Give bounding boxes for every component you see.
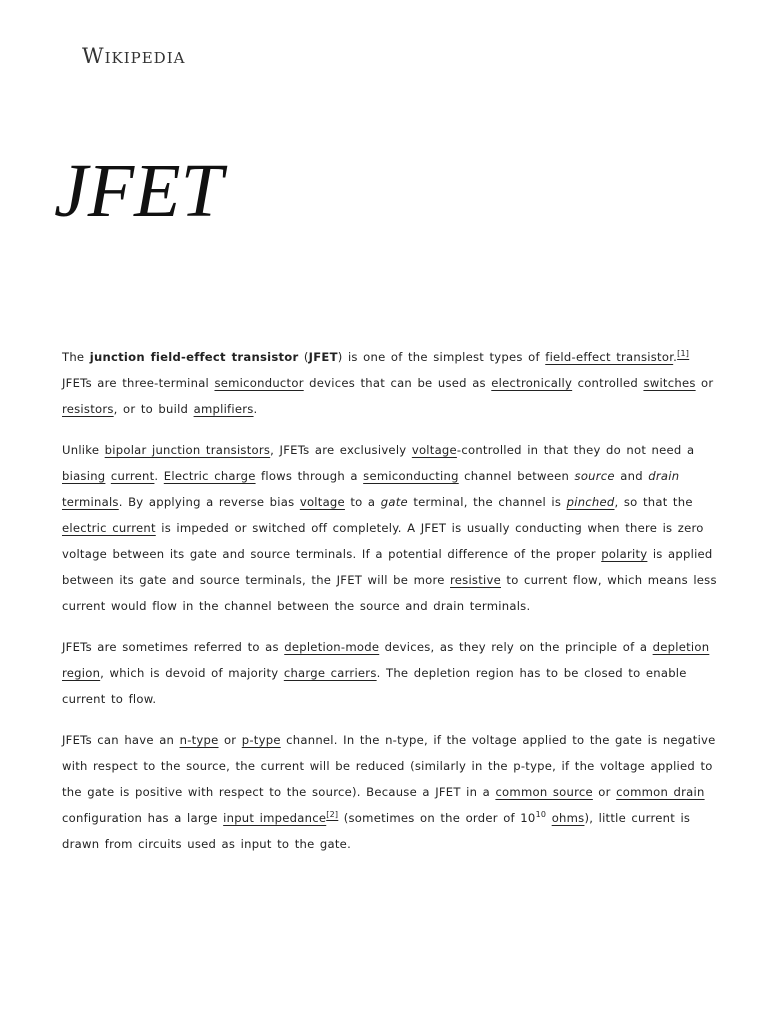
text: channel between — [458, 469, 575, 483]
article-link[interactable]: field-effect transistor — [545, 350, 674, 364]
text: -controlled in that they do not need a — [456, 443, 695, 457]
text: is applied between its gate and source terminals, the JFET will be more — [62, 547, 713, 587]
article-link[interactable]: polarity — [601, 547, 648, 561]
wikipedia-logo[interactable]: Wikipedia — [82, 44, 186, 68]
article-link[interactable]: p-type — [241, 733, 281, 747]
text: . — [673, 350, 678, 364]
citation — [326, 810, 338, 819]
text: JFETs can have an — [62, 733, 180, 747]
article-link[interactable]: semiconductor — [214, 376, 304, 390]
article-link[interactable]: electric current — [62, 521, 156, 535]
text: , JFETs are exclusively — [270, 443, 412, 457]
text: ( — [298, 350, 309, 364]
article-link[interactable]: charge carriers — [283, 666, 377, 680]
article-link[interactable]: bipolar junction transistors — [104, 443, 271, 457]
article-link[interactable]: resistive — [450, 573, 501, 587]
paragraph — [62, 344, 722, 422]
article-link[interactable]: input impedance — [223, 811, 327, 825]
article-link[interactable]: semiconducting — [363, 469, 459, 483]
text: is impeded or switched off completely. A JFET is usually conducting when there is zero voltage between its gate and source terminals. If a potential difference of the proper — [62, 521, 704, 561]
article-link[interactable]: depletion-mode — [284, 640, 380, 654]
text: ) is one of the simplest types of — [337, 350, 546, 364]
italic-term: gate — [380, 495, 408, 509]
text: . The depletion region has to be closed to enable current to flow. — [62, 666, 687, 706]
text: devices, as they rely on the principle of a — [379, 640, 653, 654]
article-link[interactable]: common drain — [616, 785, 705, 799]
article-link[interactable]: pinched — [566, 495, 615, 509]
citation-link[interactable]: [2] — [326, 810, 339, 820]
article-link[interactable]: amplifiers — [193, 402, 254, 416]
article-link[interactable]: switches — [643, 376, 696, 390]
text: , or to build — [113, 402, 194, 416]
italic-term: drain — [648, 469, 680, 483]
paragraph — [62, 634, 722, 712]
text: . — [154, 469, 164, 483]
page-title: JFET — [54, 149, 223, 233]
article-link[interactable]: Electric charge — [163, 469, 256, 483]
text: , which is devoid of majority — [100, 666, 284, 680]
text: controlled — [572, 376, 644, 390]
text: , so that the — [614, 495, 693, 509]
text: channel. In the n-type, if the voltage applied to the gate is negative with respect to the source, the current will be reduced (similarly in the p-type, if the voltage applied to the gate is positive with respect to the source). Because a JFET in a — [62, 733, 716, 799]
italic-term: source — [574, 469, 615, 483]
text: . — [253, 402, 258, 416]
paragraph — [62, 437, 722, 619]
text: JFETs are sometimes referred to as — [62, 640, 285, 654]
article-link[interactable]: current — [110, 469, 155, 483]
article-body — [62, 344, 722, 872]
text: (sometimes on the order of 10 — [338, 811, 536, 825]
text: configuration has a large — [62, 811, 224, 825]
text: to current flow, which means less current would flow in the channel between the source and drain terminals. — [62, 573, 717, 613]
text: ), little current is drawn from circuits used as input to the gate. — [62, 811, 691, 851]
bold-term: JFET — [308, 350, 338, 364]
paragraph — [62, 727, 722, 857]
text: to a — [344, 495, 381, 509]
text: and — [614, 469, 649, 483]
text: The — [62, 350, 90, 364]
text: devices that can be used as — [303, 376, 492, 390]
article-link[interactable]: voltage — [411, 443, 457, 457]
article-link[interactable]: voltage — [299, 495, 345, 509]
text: terminal, the channel is — [407, 495, 567, 509]
text: . By applying a reverse bias — [118, 495, 300, 509]
text: flows through a — [255, 469, 364, 483]
article-link[interactable]: terminals — [62, 495, 119, 509]
article-link[interactable]: biasing — [62, 469, 106, 483]
bold-term: junction field-effect transistor — [89, 350, 299, 364]
text: Unlike — [62, 443, 105, 457]
article-link[interactable]: n-type — [179, 733, 219, 747]
text: or — [592, 785, 617, 799]
text: JFETs are three-terminal — [62, 376, 215, 390]
text: or — [695, 376, 714, 390]
article-link[interactable]: resistors — [62, 402, 114, 416]
article-link[interactable]: ohms — [551, 811, 585, 825]
text: or — [218, 733, 242, 747]
article-link[interactable]: common source — [495, 785, 593, 799]
article-link[interactable]: electronically — [491, 376, 573, 390]
article-link[interactable]: depletion region — [62, 640, 710, 680]
exponent: 10 — [535, 810, 547, 820]
citation — [677, 349, 689, 358]
citation-link[interactable]: [1] — [677, 349, 690, 359]
